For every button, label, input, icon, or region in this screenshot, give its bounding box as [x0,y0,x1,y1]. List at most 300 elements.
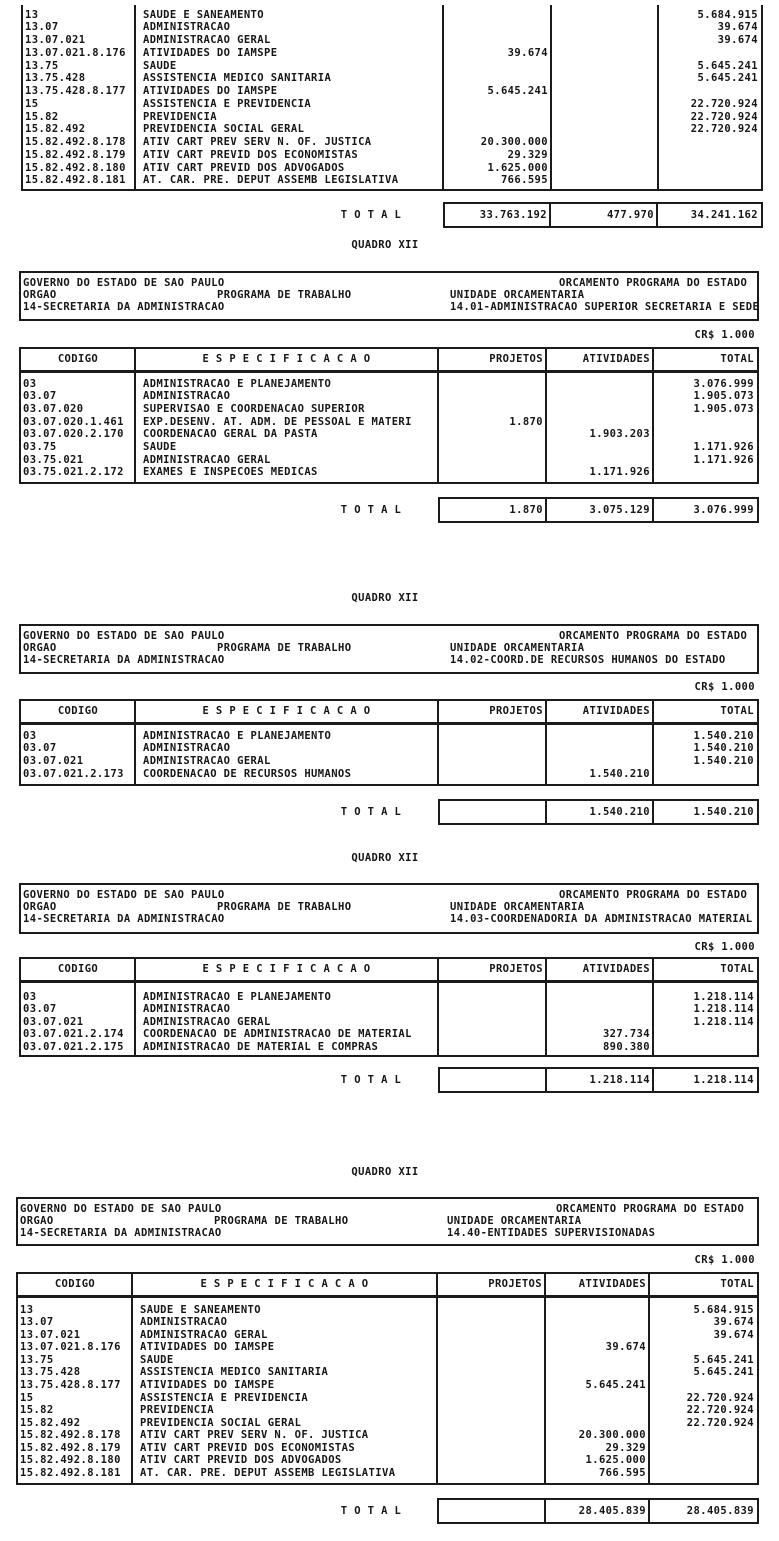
table-row [21,730,757,743]
atividades-cell [545,1304,649,1317]
header-line [21,630,757,642]
total-cell [653,428,757,441]
codigo-cell: 15 [25,97,39,110]
especificacao-cell: COORDENACAO DE RECURSOS HUMANOS [143,767,352,780]
atividades-cell [551,98,658,111]
table-row [18,1341,757,1354]
table-row [21,454,757,467]
total-cell: 39.674 [717,21,758,34]
projetos-cell [443,21,551,34]
table-row [23,85,761,98]
table-row [18,1379,757,1392]
total-total: 1.218.114 [693,1074,754,1086]
total-projetos: 1.870 [509,504,543,516]
codigo-cell: 13.75.428 [25,72,86,85]
column-header-especificacao: E S P E C I F I C A C A O [202,963,371,975]
total-projetos [440,801,546,823]
especificacao-cell: SAUDE E SANEAMENTO [140,1303,261,1316]
especificacao-cell: AT. CAR. PRE. DEPUT ASSEMB LEGISLATIVA [143,174,399,187]
projetos-cell [438,742,546,755]
total-cell [658,149,761,162]
projetos-cell: 5.645.241 [487,85,548,98]
column-header-total: TOTAL [720,1278,754,1290]
quadro-title: QUADRO XII [351,1166,419,1178]
total-cell: 1.171.926 [693,453,754,466]
total-label: T O T A L [340,504,402,516]
atividades-cell [546,454,653,467]
atividades-cell [546,730,653,743]
projetos-cell [443,72,551,85]
table-row [21,1003,757,1016]
total-cell [649,1379,757,1392]
atividades-cell [545,1366,649,1379]
projetos-cell [438,454,546,467]
projetos-cell [438,403,546,416]
codigo-cell: 13.07.021.8.176 [20,1341,121,1354]
atividades-cell [551,72,658,85]
atividades-cell [551,9,658,22]
column-header-especificacao: E S P E C I F I C A C A O [200,1278,369,1290]
especificacao-cell: COORDENACAO DE ADMINISTRACAO DE MATERIAL [143,1028,412,1041]
codigo-cell: 15.82 [25,110,59,123]
atividades-cell [546,390,653,403]
atividades-cell [545,1404,649,1417]
projetos-cell: 20.300.000 [480,136,548,149]
especificacao-cell: ASSISTENCIA MEDICO SANITARIA [143,72,332,85]
especificacao-cell: SAUDE [143,59,177,72]
especificacao-cell: COORDENACAO GERAL DA PASTA [143,428,318,441]
column-header-projetos: PROJETOS [489,705,543,717]
total-cell: 1.905.073 [693,402,754,415]
total-cell [658,85,761,98]
header-line [21,301,760,313]
atividades-cell [546,742,653,755]
especificacao-cell: ATIVIDADES DO IAMSPE [140,1341,275,1354]
total-projetos [440,1069,546,1091]
column-header-total: TOTAL [720,705,754,717]
codigo-cell: 15.82.492.8.178 [20,1429,121,1442]
header-line [21,654,757,666]
total-cell: 5.645.241 [697,72,758,85]
atividades-cell: 20.300.000 [578,1429,646,1442]
column-header-especificacao: E S P E C I F I C A C A O [202,353,371,365]
column-header-row [19,957,759,983]
total-atividades: 3.075.129 [589,504,650,516]
table-row [23,72,761,85]
total-cell: 39.674 [713,1328,754,1341]
codigo-cell: 15.82.492 [20,1416,81,1429]
total-cell: 3.076.999 [693,377,754,390]
projetos-cell [438,1003,546,1016]
especificacao-cell: ADMINISTRACAO [140,1316,228,1329]
codigo-cell: 13.07.021.8.176 [25,46,126,59]
orgao-label: ORGAO [23,289,57,301]
data-table [16,1298,759,1485]
codigo-cell: 13 [25,8,39,21]
table-row [21,768,757,781]
atividades-cell [551,174,658,187]
table-row [23,34,761,47]
projetos-cell [437,1467,545,1480]
total-cell: 1.171.926 [693,440,754,453]
total-cell: 39.674 [713,1316,754,1329]
total-cell: 5.645.241 [693,1366,754,1379]
column-header-codigo: CODIGO [57,353,99,365]
atividades-cell: 1.903.203 [589,428,650,441]
projetos-cell [437,1417,545,1430]
total-cell: 22.720.924 [690,110,758,123]
codigo-cell: 03.07 [23,390,57,403]
header-line [18,1215,757,1227]
total-row [437,1498,759,1524]
unidade-label: UNIDADE ORCAMENTARIA [450,901,585,913]
column-header-projetos: PROJETOS [489,963,543,975]
especificacao-cell: EXAMES E INSPECOES MEDICAS [143,466,318,479]
projetos-cell [437,1404,545,1417]
projetos-cell [443,60,551,73]
total-row [443,202,763,228]
total-cell [658,162,761,175]
codigo-cell: 15.82 [20,1404,54,1417]
column-header-total: TOTAL [720,353,754,365]
especificacao-cell: ADMINISTRACAO [143,21,231,34]
codigo-cell: 13.75.428.8.177 [25,85,126,98]
total-cell: 1.540.210 [693,742,754,755]
total-cell [658,174,761,187]
orgao-label: ORGAO [23,642,57,654]
especificacao-cell: ADMINISTRACAO [143,1003,231,1016]
header-line [21,889,757,901]
atividades-cell [545,1329,649,1342]
especificacao-cell: SAUDE E SANEAMENTO [143,8,264,21]
budget-program-title: ORCAMENTO PROGRAMA DO ESTADO [559,889,748,901]
projetos-cell [438,755,546,768]
column-header-row [19,699,759,725]
table-row [18,1454,757,1467]
codigo-cell: 15.82.492.8.178 [25,136,126,149]
total-cell: 1.218.114 [693,990,754,1003]
projetos-cell [438,991,546,1004]
total-row [438,1067,759,1093]
codigo-cell: 03 [23,990,37,1003]
atividades-cell: 39.674 [605,1341,646,1354]
especificacao-cell: ATIV CART PREVID DOS ECONOMISTAS [140,1441,356,1454]
total-row [438,799,759,825]
projetos-cell [438,390,546,403]
projetos-cell [437,1316,545,1329]
data-table [21,5,763,191]
total-cell: 39.674 [717,34,758,47]
especificacao-cell: ADMINISTRACAO GERAL [143,1015,271,1028]
projetos-cell [437,1442,545,1455]
total-atividades: 1.540.210 [589,806,650,818]
codigo-cell: 15.82.492.8.180 [25,161,126,174]
especificacao-cell: SUPERVISAO E COORDENACAO SUPERIOR [143,402,365,415]
atividades-cell [546,1003,653,1016]
header-line [21,289,757,301]
programa-label: PROGRAMA DE TRABALHO [217,289,352,301]
total-atividades: 1.218.114 [589,1074,650,1086]
total-cell: 22.720.924 [690,123,758,136]
codigo-cell: 03.07.021.2.173 [23,767,124,780]
projetos-cell [443,98,551,111]
especificacao-cell: ADMINISTRACAO GERAL [143,34,271,47]
codigo-cell: 15.82.492.8.181 [20,1466,121,1479]
header-box [16,1197,759,1246]
unidade-label: UNIDADE ORCAMENTARIA [450,289,585,301]
atividades-cell [551,21,658,34]
atividades-cell [551,34,658,47]
government-label: GOVERNO DO ESTADO DE SAO PAULO [23,889,225,901]
total-cell: 5.684.915 [693,1303,754,1316]
especificacao-cell: ATIVIDADES DO IAMSPE [143,46,278,59]
especificacao-cell: PREVIDENCIA SOCIAL GERAL [140,1416,302,1429]
budget-program-title: ORCAMENTO PROGRAMA DO ESTADO [559,277,748,289]
total-cell: 1.218.114 [693,1003,754,1016]
projetos-cell [437,1454,545,1467]
currency-unit: CR$ 1.000 [694,329,755,341]
total-cell [653,1041,757,1054]
projetos-cell [438,441,546,454]
table-row [18,1366,757,1379]
atividades-cell [551,111,658,124]
projetos-cell [443,9,551,22]
codigo-cell: 03 [23,729,37,742]
total-cell: 1.540.210 [693,754,754,767]
table-row [23,47,761,60]
currency-unit: CR$ 1.000 [694,941,755,953]
projetos-cell [438,428,546,441]
projetos-cell: 29.329 [507,148,548,161]
especificacao-cell: ATIVIDADES DO IAMSPE [143,85,278,98]
total-label: T O T A L [340,209,402,221]
table-row [21,428,757,441]
table-row [23,162,761,175]
quadro-title: QUADRO XII [351,592,419,604]
total-cell: 5.645.241 [693,1353,754,1366]
projetos-cell [438,1016,546,1029]
table-row [23,136,761,149]
atividades-cell: 1.625.000 [585,1454,646,1467]
codigo-cell: 15.82.492 [25,123,86,136]
total-cell: 1.218.114 [693,1015,754,1028]
table-row [21,403,757,416]
column-header-projetos: PROJETOS [488,1278,542,1290]
atividades-cell [546,416,653,429]
especificacao-cell: ATIV CART PREV SERV N. OF. JUSTICA [143,136,372,149]
codigo-cell: 13 [20,1303,34,1316]
column-header-total: TOTAL [720,963,754,975]
codigo-cell: 03.07 [23,742,57,755]
projetos-cell: 1.870 [509,415,543,428]
atividades-cell [551,162,658,175]
codigo-cell: 03.75.021.2.172 [23,466,124,479]
atividades-cell [551,47,658,60]
projetos-cell [443,111,551,124]
codigo-cell: 03.07 [23,1003,57,1016]
header-box [19,624,759,674]
table-row [21,466,757,479]
especificacao-cell: AT. CAR. PRE. DEPUT ASSEMB LEGISLATIVA [140,1466,396,1479]
orgao-label: ORGAO [23,901,57,913]
atividades-cell: 327.734 [602,1028,650,1041]
table-row [18,1354,757,1367]
atividades-cell: 1.540.210 [589,767,650,780]
atividades-cell [546,991,653,1004]
total-atividades: 477.970 [606,209,654,221]
table-row [18,1392,757,1405]
total-total: 28.405.839 [686,1505,754,1517]
table-row [18,1304,757,1317]
especificacao-cell: EXP.DESENV. AT. ADM. DE PESSOAL E MATERI [143,415,412,428]
government-label: GOVERNO DO ESTADO DE SAO PAULO [23,277,225,289]
especificacao-cell: SAUDE [140,1353,174,1366]
atividades-cell [546,755,653,768]
atividades-cell [551,60,658,73]
atividades-cell [545,1392,649,1405]
government-label: GOVERNO DO ESTADO DE SAO PAULO [23,630,225,642]
atividades-cell [551,85,658,98]
codigo-cell: 13.07.021 [20,1328,81,1341]
especificacao-cell: ADMINISTRACAO [143,742,231,755]
codigo-cell: 03.07.021 [23,1015,84,1028]
especificacao-cell: ADMINISTRACAO [143,390,231,403]
codigo-cell: 13.75.428 [20,1366,81,1379]
especificacao-cell: PREVIDENCIA SOCIAL GERAL [143,123,305,136]
atividades-cell [546,1016,653,1029]
projetos-cell [437,1392,545,1405]
total-cell [649,1467,757,1480]
codigo-cell: 03.75.021 [23,453,84,466]
header-line [21,913,757,925]
total-cell [653,1028,757,1041]
table-row [21,755,757,768]
atividades-cell [546,378,653,391]
data-table [19,983,759,1057]
projetos-cell [438,730,546,743]
government-label: GOVERNO DO ESTADO DE SAO PAULO [20,1203,222,1215]
codigo-cell: 03.07.021.2.174 [23,1028,124,1041]
quadro-title: QUADRO XII [351,239,419,251]
projetos-cell [437,1304,545,1317]
codigo-cell: 03.75 [23,440,57,453]
codigo-cell: 15.82.492.8.180 [20,1454,121,1467]
codigo-cell: 15 [20,1391,34,1404]
total-cell: 5.645.241 [697,59,758,72]
header-line [21,277,757,289]
total-row [438,497,759,523]
total-cell: 1.905.073 [693,390,754,403]
atividades-cell: 29.329 [605,1441,646,1454]
column-header-atividades: ATIVIDADES [578,1278,646,1290]
total-label: T O T A L [340,1074,402,1086]
total-projetos [439,1500,545,1522]
total-cell [649,1341,757,1354]
projetos-cell [443,123,551,136]
projetos-cell: 766.595 [500,174,548,187]
header-line [18,1203,757,1215]
table-row [23,111,761,124]
total-cell: 5.684.915 [697,8,758,21]
table-row [23,149,761,162]
codigo-cell: 15.82.492.8.179 [25,148,126,161]
total-projetos: 33.763.192 [479,209,547,221]
projetos-cell [438,1028,546,1041]
projetos-cell [438,378,546,391]
atividades-cell [545,1354,649,1367]
especificacao-cell: ADMINISTRACAO GERAL [143,754,271,767]
table-row [18,1467,757,1480]
total-cell [649,1454,757,1467]
header-line [21,642,757,654]
codigo-cell: 13.75 [20,1353,54,1366]
atividades-cell: 1.171.926 [589,466,650,479]
projetos-cell [437,1366,545,1379]
table-row [21,378,757,391]
unidade-value: 14.03-COORDENADORIA DA ADMINISTRACAO MATERIAL [450,913,753,925]
atividades-cell [551,149,658,162]
table-row [21,1041,757,1054]
especificacao-cell: PREVIDENCIA [143,110,217,123]
orgao-value: 14-SECRETARIA DA ADMINISTRACAO [23,654,225,666]
total-cell [653,466,757,479]
codigo-cell: 03.07.021.2.175 [23,1040,124,1053]
total-cell [658,136,761,149]
total-cell [658,47,761,60]
projetos-cell [437,1341,545,1354]
orgao-value: 14-SECRETARIA DA ADMINISTRACAO [23,913,225,925]
especificacao-cell: SAUDE [143,440,177,453]
table-row [23,21,761,34]
projetos-cell [437,1429,545,1442]
table-row [23,174,761,187]
column-header-codigo: CODIGO [57,963,99,975]
column-header-atividades: ATIVIDADES [582,353,650,365]
total-cell: 22.720.924 [686,1391,754,1404]
atividades-cell: 5.645.241 [585,1378,646,1391]
quadro-title: QUADRO XII [351,852,419,864]
projetos-cell [437,1354,545,1367]
total-label: T O T A L [340,1505,402,1517]
unidade-label: UNIDADE ORCAMENTARIA [450,642,585,654]
codigo-cell: 13.07.021 [25,34,86,47]
especificacao-cell: ADMINISTRACAO GERAL [140,1328,268,1341]
codigo-cell: 15.82.492.8.179 [20,1441,121,1454]
table-row [23,9,761,22]
especificacao-cell: PREVIDENCIA [140,1404,214,1417]
total-cell: 22.720.924 [686,1416,754,1429]
projetos-cell: 1.625.000 [487,161,548,174]
codigo-cell: 13.75 [25,59,59,72]
table-row [18,1404,757,1417]
codigo-cell: 13.07 [20,1316,54,1329]
table-row [21,416,757,429]
atividades-cell [551,136,658,149]
codigo-cell: 13.07 [25,21,59,34]
total-cell [653,768,757,781]
total-total: 1.540.210 [693,806,754,818]
table-row [18,1316,757,1329]
unidade-value: 14.01-ADMINISTRACAO SUPERIOR SECRETARIA E SEDE [450,301,760,313]
projetos-cell [438,768,546,781]
atividades-cell [546,441,653,454]
table-row [21,1028,757,1041]
codigo-cell: 15.82.492.8.181 [25,174,126,187]
unidade-value: 14.02-COORD.DE RECURSOS HUMANOS DO ESTADO [450,654,726,666]
header-box [19,271,759,321]
especificacao-cell: ADMINISTRACAO E PLANEJAMENTO [143,729,332,742]
column-header-atividades: ATIVIDADES [582,705,650,717]
